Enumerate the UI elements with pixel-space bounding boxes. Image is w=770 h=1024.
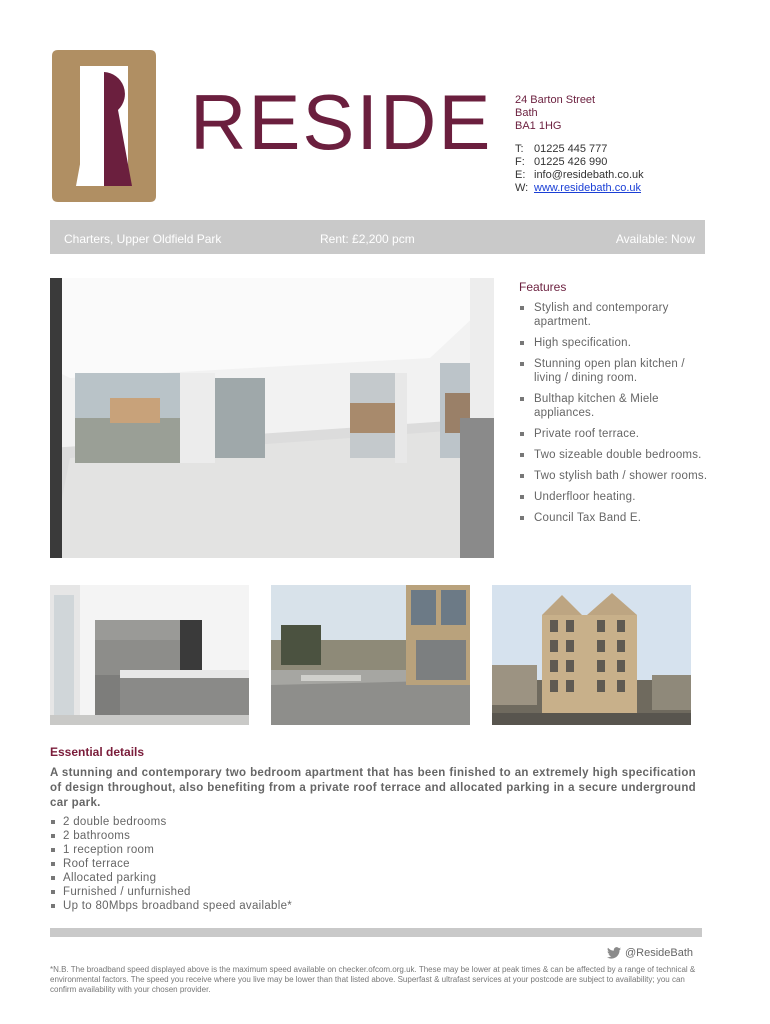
list-item: Council Tax Band E.	[519, 511, 709, 525]
brand-wordmark: RESIDE	[190, 78, 493, 166]
essential-details-list	[50, 815, 292, 913]
contact-details	[515, 143, 644, 195]
property-rent: Rent: £2,200 pcm	[320, 232, 415, 246]
list-item: Roof terrace	[50, 857, 292, 871]
hero-photo-living-room	[50, 278, 494, 558]
fax-row	[515, 156, 644, 169]
address-line-2: Bath	[515, 107, 538, 119]
list-item: Allocated parking	[50, 871, 292, 885]
list-item: 2 double bedrooms	[50, 815, 292, 829]
list-item: Bulthap kitchen & Miele appliances.	[519, 392, 709, 420]
list-item: Private roof terrace.	[519, 427, 709, 441]
email-row	[515, 169, 644, 182]
twitter-bird-icon	[607, 947, 621, 959]
list-item: Two sizeable double bedrooms.	[519, 448, 709, 462]
office-address	[515, 94, 595, 133]
list-item: Underfloor heating.	[519, 490, 709, 504]
twitter-handle[interactable]	[607, 947, 693, 959]
list-item: Stunning open plan kitchen / living / dining room.	[519, 357, 709, 385]
phone-number: 01225 445 777	[534, 143, 608, 155]
list-item: Furnished / unfurnished	[50, 885, 292, 899]
essential-details-title: Essential details	[50, 745, 145, 759]
web-label: W:	[515, 182, 529, 194]
list-item: Up to 80Mbps broadband speed available*	[50, 899, 292, 913]
list-item: 1 reception room	[50, 843, 292, 857]
list-item: Two stylish bath / shower rooms.	[519, 469, 709, 483]
email-label: E:	[515, 169, 526, 181]
property-banner	[50, 220, 705, 254]
reside-logo	[52, 50, 156, 202]
list-item: High specification.	[519, 336, 709, 350]
web-row	[515, 182, 644, 195]
keyhole-logo-icon	[52, 50, 156, 202]
email-address[interactable]: info@residebath.co.uk	[534, 169, 644, 181]
building-exterior-photo	[492, 585, 691, 725]
essential-details-description: A stunning and contemporary two bedroom apartment that has been finished to an extremely high specification of design throughout, also benefiting from a private roof terrace and allocated parking in a secure underground car park.	[50, 767, 696, 809]
features-title: Features	[519, 280, 567, 294]
address-line-1: 24 Barton Street	[515, 94, 596, 106]
phone-row	[515, 143, 644, 156]
footer-divider	[50, 928, 702, 937]
property-availability: Available: Now	[615, 232, 695, 246]
kitchen-photo	[50, 585, 249, 725]
features-list	[519, 301, 709, 532]
fax-number: 01225 426 990	[534, 156, 608, 168]
list-item: Stylish and contemporary apartment.	[519, 301, 709, 329]
website-link[interactable]: www.residebath.co.uk	[534, 182, 641, 194]
list-item: 2 bathrooms	[50, 829, 292, 843]
terrace-photo	[271, 585, 470, 725]
twitter-handle-text: @ResideBath	[625, 947, 694, 959]
address-line-3: BA1 1HG	[515, 120, 562, 132]
broadband-disclaimer: *N.B. The broadband speed displayed above is the maximum speed available on checker.ofcom.org.uk. These may be lower at peak times & can be affected by a range of technical & environmental factors. The speed you receive where you live may be lower than that listed above. Superfast & ultrafast services at your postcode are subject to availability; you can confirm availability with your chosen provider.	[50, 965, 696, 994]
phone-label: T:	[515, 143, 524, 155]
property-location: Charters, Upper Oldfield Park	[64, 232, 222, 246]
fax-label: F:	[515, 156, 525, 168]
